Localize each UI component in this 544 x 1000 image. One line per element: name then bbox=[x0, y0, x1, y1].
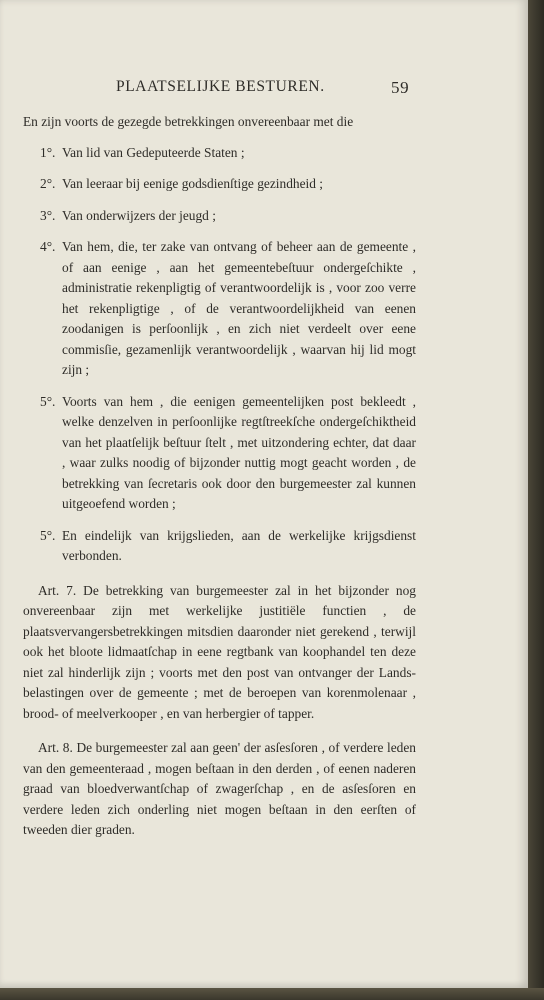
book-edge bbox=[528, 0, 544, 1000]
list-item bbox=[23, 206, 416, 227]
item-text: Voorts van hem , die eenigen gemeentelijken post bekleedt , welke denzelven in perſoonlijke regtſtreekſche ondergeſchiktheid van het plaatſelijk beſtuur ſtelt , met uitzondering echter, dat daar , waar zulks noodig of bijzonder nuttig mogt geacht worden , de betrekking van ſecretaris ook door den burgemeester zal kunnen uitgeoefend worden ; bbox=[62, 393, 416, 511]
list-item bbox=[23, 143, 416, 164]
list-item bbox=[23, 174, 416, 195]
book-bottom-edge bbox=[0, 988, 544, 1000]
article-text: De burgemeester zal aan geen' der asſesſoren , of verdere leden van den gemeenteraad , mogen beſtaan in den derden , of eenen naderen graad van bloedverwantſchap of zwagerſchap , en de asſesſoren en verdere leden zich onderling niet mogen beſtaan in den eerſten of tweeden dier graden. bbox=[23, 740, 416, 837]
running-title: PLAATSELIJKE BESTUREN. bbox=[116, 78, 325, 95]
item-text: Van onderwijzers der jeugd ; bbox=[62, 207, 216, 223]
item-text: Van hem, die, ter zake van ontvang of beheer aan de gemeente , of aan eenige , aan het gemeentebeſtuur ondergeſchikte , administratie rekenpligtig of verantwoordelijk is , voor zoo verre het rekenpligtige , of de verantwoordelijkheid van eenen zoodanigen is perſoonlijk , en zich niet verdeelt over eene commisſie, gezamenlijk verantwoordelijk , waarvan hij lid mogt zijn ; bbox=[62, 239, 416, 377]
item-number: 3°. bbox=[40, 207, 56, 223]
item-number: 5°. bbox=[40, 393, 56, 409]
item-number: 4°. bbox=[40, 239, 56, 254]
page-number: 59 bbox=[391, 78, 410, 97]
article-label: Art. 7. bbox=[38, 582, 77, 598]
body-text bbox=[23, 112, 416, 851]
item-text: Van lid van Gedeputeerde Staten ; bbox=[62, 144, 245, 160]
intro-paragraph: En zijn voorts de gezegde betrekkingen onvereenbaar met die bbox=[23, 114, 354, 129]
article-7 bbox=[23, 581, 416, 725]
item-number: 2°. bbox=[40, 176, 56, 191]
item-text: Van leeraar bij eenige godsdienſtige gezindheid ; bbox=[62, 176, 324, 191]
list-item bbox=[23, 237, 416, 381]
article-label: Art. 8. bbox=[38, 740, 73, 755]
article-text: De betrekking van burgemeester zal in het bijzonder nog onvereenbaar zijn met werkelijke justitiële functien , de plaatsvervangersbetrekkingen mitsdien daaronder niet gerekend , terwijl ook het bloote lidmaatſchap in eene regtbank van koophandel ten deze niet zal hinderlijk zijn ; voorts met den post van ontvanger der Lands-belastingen over de gemeente ; met de beroepen van korenmolenaar , brood- of meelverkooper , en van herbergier of tapper. bbox=[23, 582, 416, 721]
item-text: En eindelijk van krijgslieden, aan de werkelijke krijgsdienst verbonden. bbox=[62, 527, 416, 563]
article-8 bbox=[23, 738, 416, 841]
list-item bbox=[23, 392, 416, 515]
item-number: 1°. bbox=[40, 144, 56, 160]
list-item bbox=[23, 526, 416, 567]
item-number: 5°. bbox=[40, 527, 56, 543]
